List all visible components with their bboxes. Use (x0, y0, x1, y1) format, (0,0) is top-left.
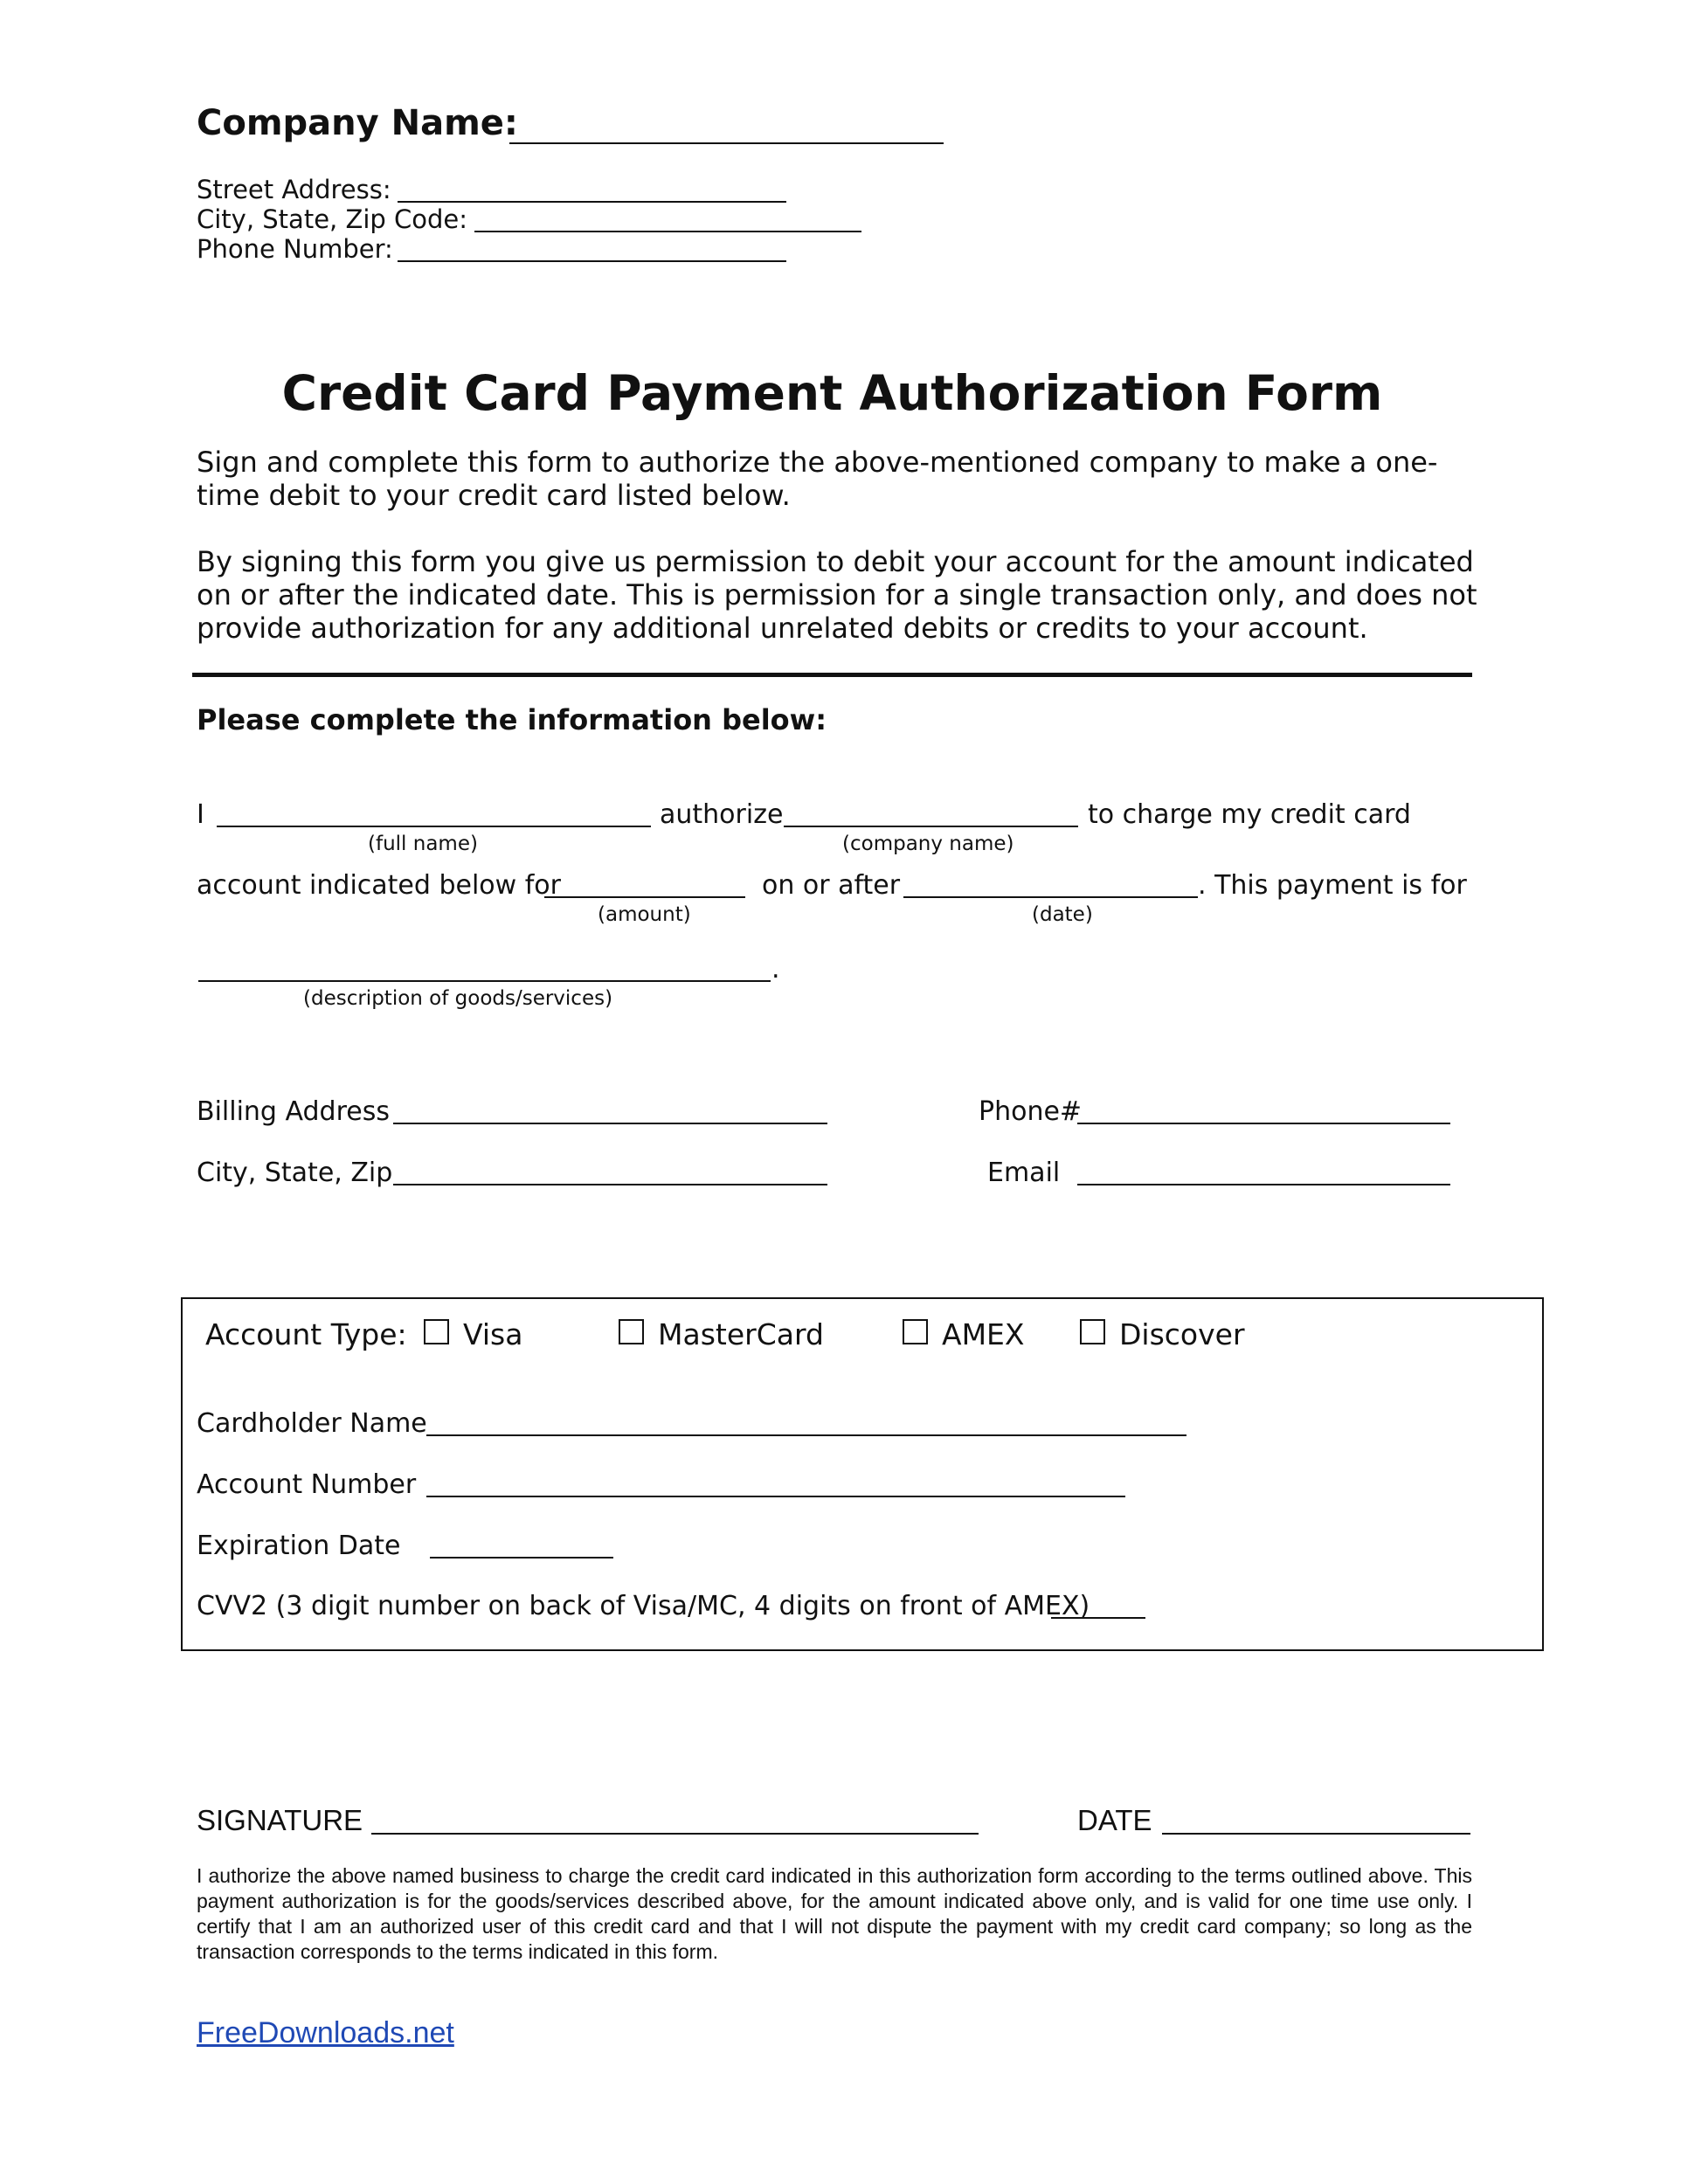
phone-number-field[interactable] (398, 260, 786, 262)
billing-city-state-zip-label: City, State, Zip (197, 1158, 393, 1188)
cvv2-field[interactable] (1051, 1617, 1145, 1619)
billing-address-label: Billing Address (197, 1096, 390, 1127)
company-name-field[interactable] (509, 142, 944, 144)
account-type-label: Account Type: (205, 1317, 407, 1351)
email-label: Email (987, 1158, 1061, 1188)
amount-hint: (amount) (598, 903, 691, 926)
cardholder-name-field[interactable] (426, 1434, 1186, 1436)
phone-number-label: Phone Number: (197, 234, 393, 264)
intro-paragraph-2: By signing this form you give us permission to debit your account for the amount indicated on or after the indicated date. This is permission for a single transaction only, and does not provide authorization for any additional unrelated debits or credits to your account. (197, 545, 1477, 645)
prefix-i: I (197, 799, 204, 830)
authorization-fine-print: I authorize the above named business to charge the credit card indicated in this authorization form according to the terms outlined above. This payment authorization is for the goods/services described above, for the amount indicated above only, and is valid for one time use only. I certify that I am an authorized user of this credit card and that I will not dispute the payment with my credit card company; so long as the transaction corresponds to the terms indicated in this form. (197, 1864, 1472, 1963)
discover-checkbox[interactable] (1080, 1319, 1105, 1344)
account-number-field[interactable] (426, 1496, 1125, 1497)
intro-paragraph-1: Sign and complete this form to authorize the above-mentioned company to make a one-time debit to your credit card listed below. (197, 446, 1438, 512)
date-label: DATE (1077, 1804, 1152, 1836)
phone-label: Phone# (979, 1096, 1083, 1127)
signature-field[interactable] (371, 1833, 979, 1835)
signature-label: SIGNATURE (197, 1804, 363, 1836)
amount-field[interactable] (544, 896, 745, 898)
street-address-field[interactable] (398, 201, 786, 203)
city-state-zip-field[interactable] (474, 231, 861, 232)
description-field[interactable] (198, 980, 771, 982)
street-address-label: Street Address: (197, 175, 391, 204)
full-name-field[interactable] (217, 826, 651, 827)
expiration-date-field[interactable] (430, 1557, 613, 1559)
expiration-date-label: Expiration Date (197, 1531, 401, 1561)
date-blank[interactable] (903, 896, 1198, 898)
description-hint: (description of goods/services) (303, 987, 613, 1010)
full-name-hint: (full name) (368, 833, 478, 855)
page-title: Credit Card Payment Authorization Form (281, 365, 1383, 421)
description-period: . (771, 954, 780, 985)
billing-city-state-zip-field[interactable] (393, 1184, 827, 1185)
section-heading: Please complete the information below: (197, 703, 827, 736)
account-below-text: account indicated below for (197, 870, 561, 901)
phone-field[interactable] (1077, 1123, 1450, 1124)
company-name-hint: (company name) (842, 833, 1014, 855)
account-number-label: Account Number (197, 1469, 417, 1500)
signature-date-field[interactable] (1162, 1833, 1470, 1835)
discover-label: Discover (1119, 1317, 1245, 1351)
payment-for-text: . This payment is for (1198, 870, 1467, 901)
section-divider (192, 673, 1472, 677)
amex-checkbox[interactable] (903, 1319, 928, 1344)
company-name-blank[interactable] (784, 826, 1078, 827)
date-hint: (date) (1032, 903, 1093, 926)
cvv2-label: CVV2 (3 digit number on back of Visa/MC, 4 digits on front of AMEX) (197, 1591, 1090, 1621)
visa-label: Visa (463, 1317, 523, 1351)
mastercard-checkbox[interactable] (619, 1319, 644, 1344)
footer-link[interactable]: FreeDownloads.net (197, 2016, 454, 2049)
cardholder-name-label: Cardholder Name (197, 1408, 427, 1439)
visa-checkbox[interactable] (424, 1319, 449, 1344)
amex-label: AMEX (942, 1317, 1025, 1351)
city-state-zip-label: City, State, Zip Code: (197, 204, 468, 234)
on-or-after-text: on or after (762, 870, 901, 901)
billing-address-field[interactable] (393, 1123, 827, 1124)
charge-text: to charge my credit card (1088, 799, 1411, 830)
company-name-label: Company Name: (197, 103, 518, 143)
mastercard-label: MasterCard (658, 1317, 824, 1351)
email-field[interactable] (1077, 1184, 1450, 1185)
authorize-text: authorize (660, 799, 784, 830)
